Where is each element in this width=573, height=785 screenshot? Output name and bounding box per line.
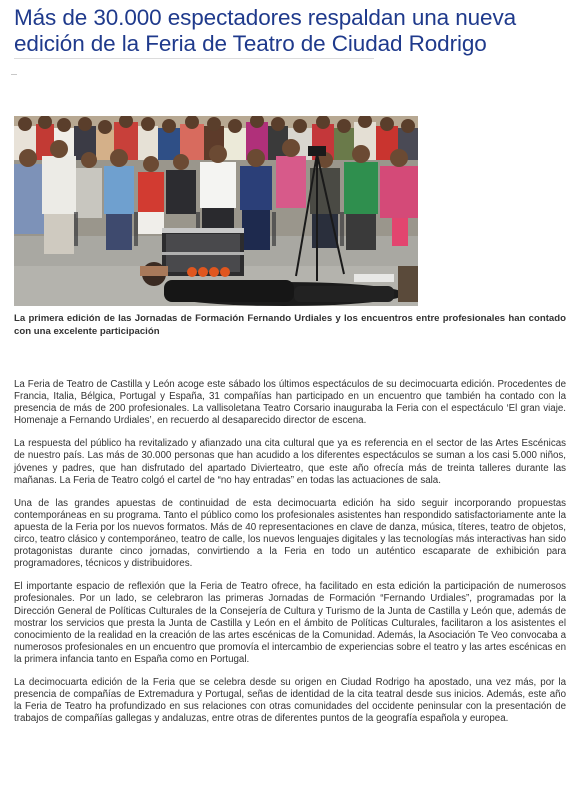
article-paragraph: La Feria de Teatro de Castilla y León acoge este sábado los últimos espectáculos de su decimocuarta edición. Procedentes de Francia, Italia, Bélgica, Portugal y España, 31 compañías han participado en un encuentro que también ha contado con la presencia de más de 200 profesionales. La vallisoletana Teatro Corsario inauguraba la Feria con el espectáculo ‘El gran viaje. Homenaje a Fernando Urdiales’, en recuerdo al desaparecido director de escena. (14, 379, 566, 427)
article-body (14, 379, 566, 736)
article-paragraph: La respuesta del público ha revitalizado y afianzado una cita cultural que ya es referencia en el sector de las Artes Escénicas de nuestro país. Las más de 30.000 personas que han acudido a los diferentes espectáculos se suman a los casi 5.000 niños, jóvenes y padres, que han disfrutado del apartado Divierteatro, que este año ofrecía más de treinta talleres durante las mañanas. La Feria de Teatro colgó el cartel de “no hay entradas” en todas las actuaciones de sala. (14, 438, 566, 486)
article-photo (14, 116, 418, 306)
article-paragraph: La decimocuarta edición de la Feria que se celebra desde su origen en Ciudad Rodrigo ha apostado, una vez más, por la presencia de compañías de Extremadura y Portugal, señas de identidad de la cita teatral desde sus inicios. Además, este año la Feria de Teatro ha profundizado en sus relaciones con otras comunidades del occidente peninsular con la presentación de trabajos de compañías gallegas y andaluzas, entre otras de diferentes puntos de la geografía española y europea. (14, 676, 566, 725)
article-paragraph: El importante espacio de reflexión que la Feria de Teatro ofrece, ha facilitado en esta edición la participación de numerosos profesionales. Por un lado, se celebraron las primeras Jornadas de Formación “Fernando Urdiales”, programadas por la Dirección General de Políticas Culturales de la Consejería de Cultura y Turismo de la Junta de Castilla y León que, además de mostrar los servicios que presta la Junta de Castilla y León en el ámbito de Políticas Culturales, facilitaron a los asistentes el conocimiento de la realidad en la creación de las artes escénicas de la Comunidad. Además, la Asociación Te Veo convocaba a numerosos profesionales en un encuentro que promovía el intercambio de experiencias sobre el teatro y las artes escénicas en la primera infancia tanto en España como en Portugal. (14, 581, 566, 665)
article-title: Más de 30.000 espectadores respaldan una nueva edición de la Feria de Teatro de Ciudad Rodrigo (14, 5, 517, 56)
divider-mark (11, 74, 17, 75)
title-divider (14, 58, 374, 59)
photo-caption: La primera edición de las Jornadas de Formación Fernando Urdiales y los encuentros entre profesionales han contado con una excelente participación (14, 313, 566, 337)
article-paragraph: Una de las grandes apuestas de continuidad de esta decimocuarta edición ha sido seguir incorporando propuestas contemporáneas en su programa. Tanto el público como los profesionales asistentes han respondido satisfactoriamente ante la apuesta de la Feria por los nuevos formatos. Más de 40 representaciones en clave de danza, música, títeres, teatro de objetos, circo, teatro clásico y contemporáneo, teatro de calle, los nuevos lenguajes digitales y las tecnologías más interactivas han sido protagonistas durante cinco jornadas, convirtiendo a la Feria en todo un auténtico escaparate de exhibición para programadores, técnicos y distribuidores. (14, 497, 566, 570)
